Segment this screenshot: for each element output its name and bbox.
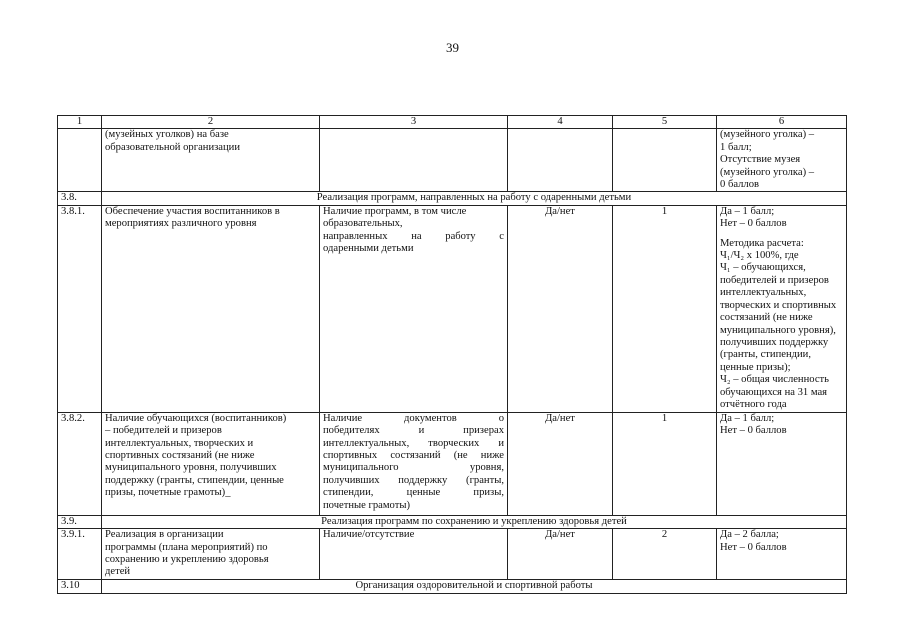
cell-scoring <box>717 205 847 412</box>
cell-indicator: Наличие/отсутствие <box>320 529 508 580</box>
text-line: творческих и спортивных <box>720 299 837 311</box>
text-line: Реализация в организации <box>105 529 224 541</box>
text-line: поддержку (гранты, стипендии, ценные <box>105 474 284 486</box>
table-row-continuation <box>58 129 847 192</box>
header-cell: 2 <box>102 116 320 129</box>
text-line: Да – 1 балл; <box>720 205 775 217</box>
text-line: интеллектуальных, творческих и <box>323 437 504 449</box>
text-line: детей <box>105 566 131 578</box>
text-line: муниципального уровня, <box>323 462 504 474</box>
text-line: Наличие документов о <box>323 412 504 424</box>
text-line: получивших поддержку <box>720 336 829 348</box>
table-row-3-8-1 <box>58 205 847 412</box>
header-cell: 1 <box>58 116 102 129</box>
section-row-3-8 <box>58 192 847 205</box>
text-line: отчётного года <box>720 398 787 410</box>
text-line: 0 баллов <box>720 179 760 191</box>
cell-unit: Да/нет <box>508 412 613 515</box>
text-line: Обеспечение участия воспитанников в <box>105 205 280 217</box>
header-cell: 4 <box>508 116 613 129</box>
cell-criterion <box>102 205 320 412</box>
text-line: ценные призы); <box>720 361 791 373</box>
text-line: состязаний (не ниже <box>720 312 813 324</box>
text-line: интеллектуальных, творческих и <box>105 437 254 449</box>
text-line: победителей и призеров <box>720 274 829 286</box>
cell-unit <box>508 129 613 192</box>
text-line: стипендии, ценные призы, <box>323 487 504 499</box>
text-line: (музейного уголка) – <box>720 129 815 141</box>
cell-indicator <box>320 205 508 412</box>
text-line: почетные грамоты) <box>323 499 410 511</box>
section-row-3-10 <box>58 580 847 593</box>
text-line: спортивных состязаний (не ниже <box>105 450 255 462</box>
cell-unit: Да/нет <box>508 529 613 580</box>
table-header-row <box>58 116 847 129</box>
section-title: Организация оздоровительной и спортивной работы <box>102 580 847 593</box>
table-row-3-8-2 <box>58 412 847 515</box>
text-line: Нет – 0 баллов <box>720 218 787 230</box>
text-line: сохранению и укреплению здоровья <box>105 554 269 566</box>
cell-criterion <box>102 529 320 580</box>
table-row-3-9-1 <box>58 529 847 580</box>
section-number: 3.10 <box>58 580 102 593</box>
cell-indicator <box>320 412 508 515</box>
text-line: Наличие обучающихся (воспитанников) <box>105 412 287 424</box>
text-line: направленных на работу с <box>323 230 504 242</box>
section-number: 3.8. <box>58 192 102 205</box>
section-title: Реализация программ, направленных на работу с одаренными детьми <box>102 192 847 205</box>
cell-number: 3.9.1. <box>58 529 102 580</box>
text-line: (гранты, стипендии, <box>720 349 812 361</box>
text-line: муниципального уровня), <box>720 324 836 336</box>
text-line: (музейных уголков) на базе <box>105 129 229 141</box>
text-line: Да – 2 балла; <box>720 529 779 541</box>
section-row-3-9 <box>58 515 847 528</box>
text-line: – победителей и призеров <box>105 425 222 437</box>
text-line: Наличие программ, в том числе <box>323 205 467 217</box>
cell-scoring <box>717 129 847 192</box>
text-line: Ч₂ – общая численность <box>720 374 829 386</box>
criteria-table <box>57 115 847 594</box>
cell-weight: 2 <box>613 529 717 580</box>
text-line: 1 балл; <box>720 141 752 153</box>
text-line: получивших поддержку (гранты, <box>323 474 504 486</box>
text-line: спортивных состязаний (не ниже <box>323 450 504 462</box>
text-line: Методика расчета: <box>720 237 804 249</box>
text-line: программы (плана мероприятий) по <box>105 541 268 553</box>
header-cell: 5 <box>613 116 717 129</box>
cell-criterion <box>102 129 320 192</box>
text-line: образовательных, <box>323 218 403 230</box>
cell-criterion <box>102 412 320 515</box>
section-title: Реализация программ по сохранению и укреплению здоровья детей <box>102 515 847 528</box>
text-line: обучающихся на 31 мая <box>720 386 828 398</box>
cell-number: 3.8.2. <box>58 412 102 515</box>
text-line: Ч₁/Ч₂ х 100%, где <box>720 250 799 262</box>
text-line: Нет – 0 баллов <box>720 425 787 437</box>
text-line: интеллектуальных, <box>720 287 807 299</box>
cell-weight: 1 <box>613 412 717 515</box>
cell-number: 3.8.1. <box>58 205 102 412</box>
cell-unit: Да/нет <box>508 205 613 412</box>
text-line: Нет – 0 баллов <box>720 541 787 553</box>
text-line: образовательной организации <box>105 141 241 153</box>
text-line: (музейного уголка) – <box>720 166 815 178</box>
cell-number <box>58 129 102 192</box>
cell-scoring <box>717 529 847 580</box>
section-number: 3.9. <box>58 515 102 528</box>
cell-weight: 1 <box>613 205 717 412</box>
cell-scoring <box>717 412 847 515</box>
text-line: одаренными детьми <box>323 243 414 255</box>
text-line: Отсутствие музея <box>720 154 801 166</box>
text-line: победителях и призерах <box>323 425 504 437</box>
cell-weight <box>613 129 717 192</box>
text-line: призы, почетные грамоты)_ <box>105 487 231 499</box>
header-cell: 6 <box>717 116 847 129</box>
page-number: 39 <box>446 40 459 55</box>
text-line: Ч₁ – обучающихся, <box>720 262 806 274</box>
header-cell: 3 <box>320 116 508 129</box>
text-line: Да – 1 балл; <box>720 412 775 424</box>
text-line: муниципального уровня, получивших <box>105 462 277 474</box>
cell-indicator <box>320 129 508 192</box>
text-line: мероприятиях различного уровня <box>105 218 257 230</box>
